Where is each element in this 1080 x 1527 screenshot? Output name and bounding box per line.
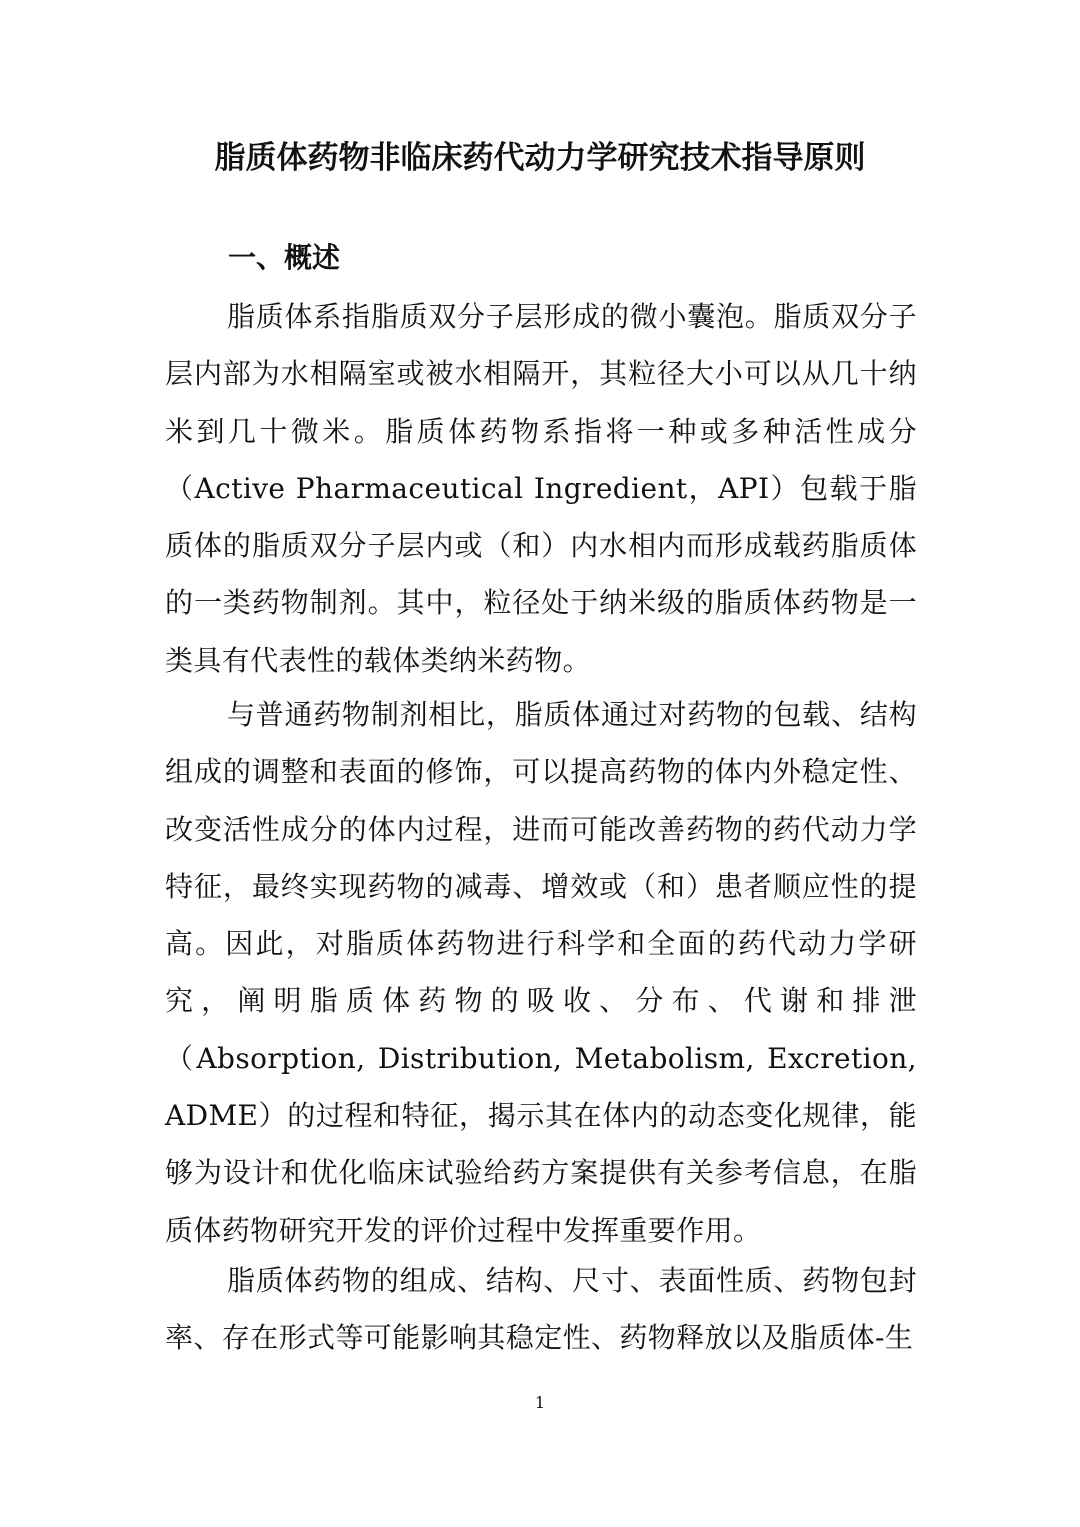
paragraph-overview-factors: 脂质体药物的组成、结构、尺寸、表面性质、药物包封率、存在形式等可能影响其稳定性、药物释放以及脂质体-生	[165, 1264, 917, 1355]
document-title: 脂质体药物非临床药代动力学研究技术指导原则	[214, 140, 866, 176]
paragraph-overview-advantages: 与普通药物制剂相比，脂质体通过对药物的包载、结构组成的调整和表面的修饰，可以提高药物的体内外稳定性、改变活性成分的体内过程，进而可能改善药物的药代动力学特征，最终实现药物的减毒、增效或（和）患者顺应性的提高。因此，对脂质体药物进行科学和全面的药代动力学研究，阐明脂质体药物的吸收、分布、代谢和排泄（Absorption, Distribution, Metabolism, Excretion, ADME）的过程和特征，揭示其在体内的动态变化规律，能够为设计和优化临床试验给药方案提供有关参考信息，在脂质体药物研究开发的评价过程中发挥重要作用。	[165, 698, 917, 1247]
section-heading: 一、概述	[228, 241, 341, 274]
paragraph-overview-definition: 脂质体系指脂质双分子层形成的微小囊泡。脂质双分子层内部为水相隔室或被水相隔开，其粒径大小可以从几十纳米到几十微米。脂质体药物系指将一种或多种活性成分（Active Pharmaceutical Ingredient，API）包载于脂质体的脂质双分子层内或（和）内水相内而形成载药脂质体的一类药物制剂。其中，粒径处于纳米级的脂质体药物是一类具有代表性的载体类纳米药物。	[165, 300, 917, 677]
page-number: 1	[534, 1393, 546, 1412]
